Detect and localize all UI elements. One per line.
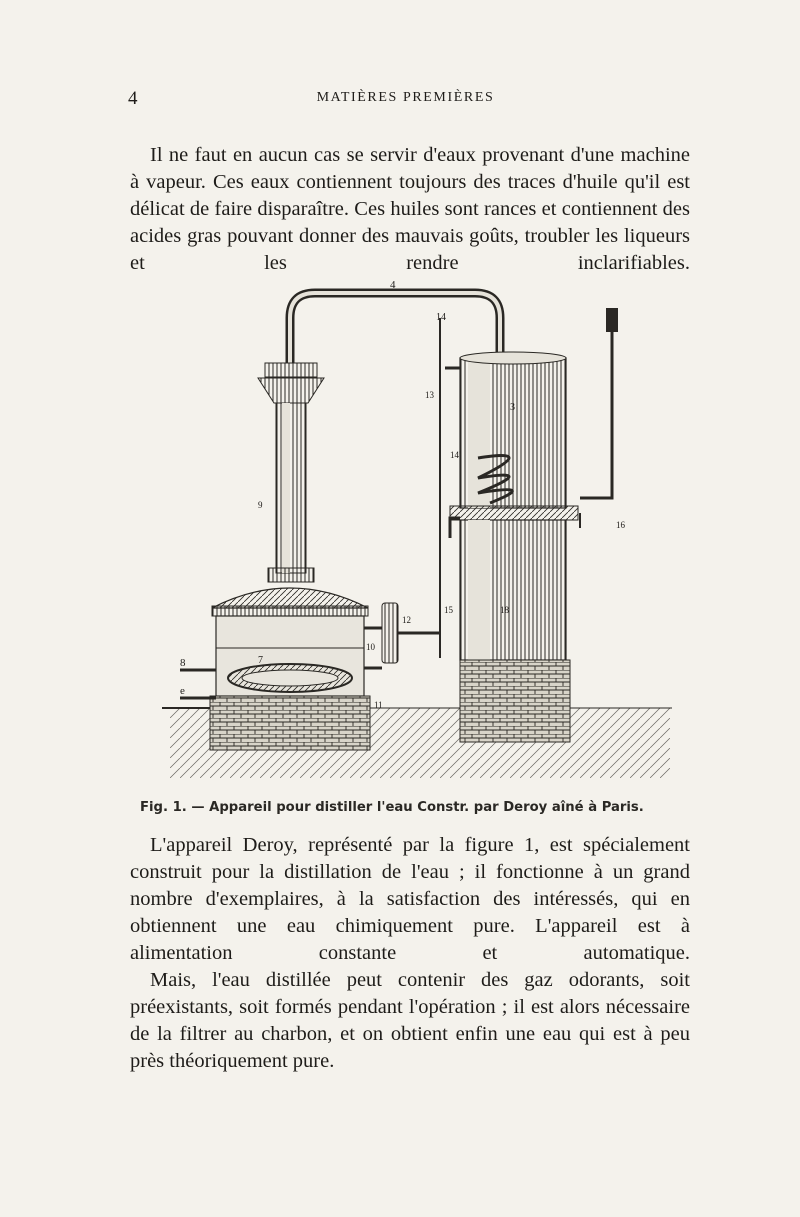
label-18: 18 [500, 605, 509, 615]
figure-caption-label: Fig. 1. — [140, 800, 205, 815]
label-15: 15 [444, 605, 453, 615]
figure-distillation-apparatus [160, 278, 680, 793]
paragraph-3: Mais, l'eau distillée peut contenir des gaz odorants, soit préexistants, soit formés pendant l'opération ; il est alors nécessaire de la filtrer au charbon, et on obtient enfin une eau qui est à peu près théoriquement pure. [130, 969, 690, 1072]
paragraph-2: L'appareil Deroy, représenté par la figure 1, est spécialement construit pour la distillation de l'eau ; il fonctionne à un grand nombre d'exemplaires, à la satisfaction des intéressés, qui en obtiennent une eau chimiquement pure. L'appareil est à alimentation constante et automatique. [130, 834, 690, 964]
label-13: 13 [425, 390, 434, 400]
float-chamber [382, 603, 398, 663]
column-funnel [258, 378, 324, 403]
label-16: 16 [616, 520, 625, 530]
label-14: 14 [436, 312, 446, 323]
label-10: 10 [366, 642, 375, 652]
feed-pipe [580, 318, 612, 498]
column-tube [276, 403, 306, 573]
figure-caption [140, 800, 700, 815]
page-header [128, 88, 683, 112]
running-title: MATIÈRES PREMIÈRES [316, 90, 495, 105]
apparatus-illustration [160, 278, 680, 793]
label-14b: 14' [450, 450, 461, 460]
column-flange [265, 363, 317, 377]
label-8: 8 [180, 657, 186, 669]
label-12: 12 [402, 615, 411, 625]
paragraph-1: Il ne faut en aucun cas se servir d'eaux provenant d'une machine à vapeur. Ces eaux contiennent toujours des traces d'huile qu'il est délicat de faire disparaître. Ces huiles sont rances et contiennent des acides gras pouvant donner des mauvais goûts, troubler les liqueurs et les rendre inclarifiables. [130, 144, 690, 274]
label-7: 7 [258, 655, 263, 666]
label-9: 9 [258, 500, 263, 510]
tank-base [460, 660, 570, 742]
boiler-dome [212, 588, 368, 608]
figure-caption-text: Appareil pour distiller l'eau Constr. par Deroy aîné à Paris. [209, 800, 644, 815]
label-e: e [180, 685, 185, 697]
label-4: 4 [390, 279, 396, 291]
vapor-pipe [290, 293, 500, 363]
boiler-base [210, 696, 370, 750]
label-3: 3 [510, 402, 515, 413]
label-11: 11 [374, 700, 383, 710]
page-number: 4 [128, 88, 138, 109]
